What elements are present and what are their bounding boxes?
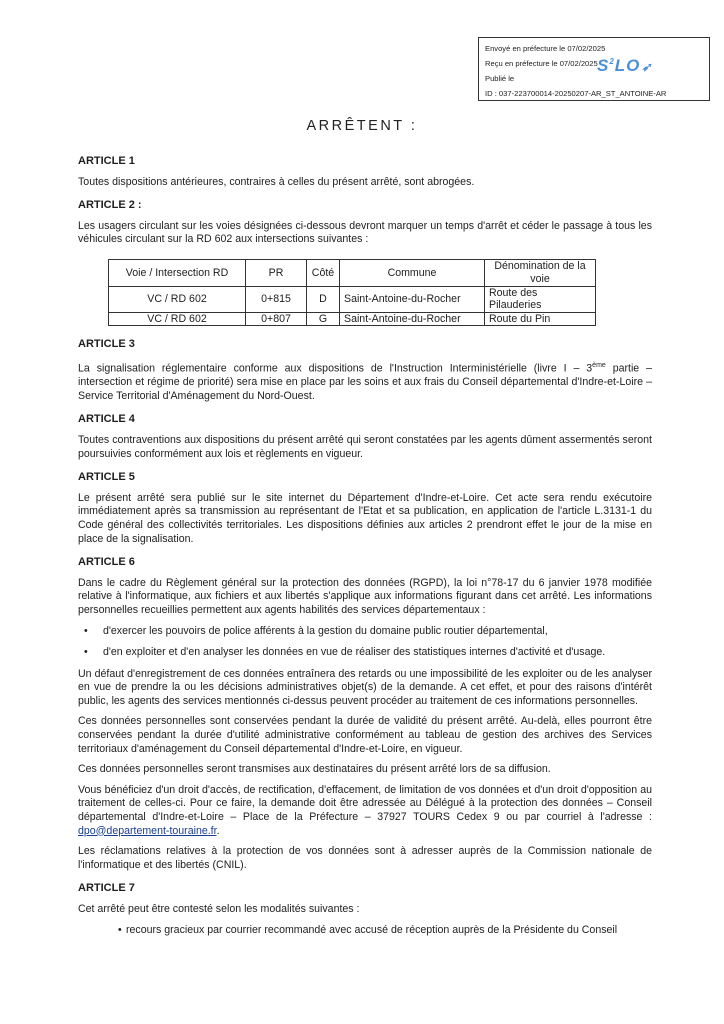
article-text: Dans le cadre du Règlement général sur la protection des données (RGPD), la loi n°78-17 du 6 janvier 1978 modifiée relative à l'informatique, aux fichiers et aux libertés s'applique aux informations figurant dans cet arrêté. Les informations personnelles recueillies permettent aux agents habilités des services départementaux :: [78, 576, 652, 616]
cell: Saint-Antoine-du-Rocher: [340, 286, 485, 312]
article-text: [78, 359, 652, 403]
col-voie: Voie / Intersection RD: [109, 259, 246, 286]
prefecture-stamp: [478, 37, 710, 101]
article-heading: ARTICLE 4: [78, 413, 135, 426]
col-pr: PR: [246, 259, 307, 286]
article-text: Ces données personnelles seront transmises aux destinataires du présent arrêté lors de sa diffusion.: [78, 763, 551, 776]
list-item-text: d'exercer les pouvoirs de police afférents à la gestion du domaine public routier départemental,: [103, 624, 548, 637]
list-item: [78, 646, 652, 660]
article-heading: ARTICLE 6: [78, 556, 135, 569]
article-heading: ARTICLE 3: [78, 338, 135, 351]
s2lo-logo: [597, 54, 652, 75]
intersection-table: [108, 259, 596, 327]
article-heading: ARTICLE 5: [78, 471, 135, 484]
bullet-list: [78, 625, 652, 660]
col-commune: Commune: [340, 259, 485, 286]
article-5: [78, 471, 652, 546]
article-heading: ARTICLE 7: [78, 882, 135, 895]
logo-s: S: [597, 56, 610, 75]
list-item-text: d'en exploiter et d'en analyser les données en vue de réaliser des statistiques internes d'activité et d'usage.: [103, 646, 606, 659]
article-text: Toutes dispositions antérieures, contraires à celles du présent arrêté, sont abrogées.: [78, 175, 475, 188]
stamp-id: ID : 037-223700014-20250207-AR_ST_ANTOINE-AR: [485, 89, 667, 98]
bullet-icon: •: [118, 923, 122, 936]
cell: Saint-Antoine-du-Rocher: [340, 312, 485, 326]
document-body: [78, 155, 652, 947]
text-part: Vous bénéficiez d'un droit d'accès, de rectification, d'effacement, de limitation de vos données et d'un droit d'opposition au traitement de celles-ci. Pour ce faire, la demande doit être adressée au Délégué à la protection des données – Conseil départemental d'Indre-et-Loire – Place de la Préfecture – 37927 TOURS Cedex 9 ou par courriel à l'adresse :: [78, 783, 652, 824]
cell: VC / RD 602: [109, 286, 246, 312]
dpo-email-link[interactable]: dpo@departement-touraine.fr: [78, 824, 217, 837]
article-text: Cet arrêté peut être contesté selon les modalités suivantes :: [78, 903, 360, 915]
list-item-text: recours gracieux par courrier recommandé avec accusé de réception auprès de la Présidente du Conseil: [126, 923, 618, 936]
bullet-list: [78, 924, 652, 938]
article-text: [78, 784, 652, 838]
article-text: Le présent arrêté sera publié sur le site internet du Département d'Indre-et-Loire. Cet acte sera rendu exécutoire immédiatement après sa transmission au représentant de l'Etat et sa publication, en application de l'article L.3131-1 du Code général des collectivités territoriales. Les dispositions définies aux articles 2 prendront effet le jour de la mise en place de la signalisation.: [78, 491, 652, 545]
bullet-icon: •: [84, 646, 88, 659]
cell: VC / RD 602: [109, 312, 246, 326]
page-title: ARRÊTENT :: [306, 118, 418, 134]
col-denomination: Dénomination de la voie: [485, 259, 596, 286]
list-item: [78, 924, 652, 938]
list-item: [78, 625, 652, 639]
article-text: Toutes contraventions aux dispositions du présent arrêté qui seront constatées par les agents dûment assermentés seront poursuivies conformément aux lois et règlements en vigueur.: [78, 433, 652, 460]
col-cote: Côté: [307, 259, 340, 286]
article-text: Ces données personnelles sont conservées pendant la durée de validité du présent arrêté. Au-delà, elles pourront être conservées pendant la durée d'utilité administrative conformément au tableau de gestion des archives des Services territoriaux d'aménagement du Conseil départemental d'Indre-et-Loire, en vigueur.: [78, 715, 652, 755]
article-heading: ARTICLE 1: [78, 155, 135, 167]
article-7: [78, 882, 652, 937]
article-text: Un défaut d'enregistrement de ces données entraînera des retards ou une impossibilité de les exploiter ou de les analyser en vue de prendre la ou les décisions administratives objet(s) de la demande. A cet effet, et pour des raisons d'intérêt public, les agents des services mentionnés ci-dessus peuvent procéder au traitement de ces informations personnelles.: [78, 667, 652, 707]
text-part: La signalisation réglementaire conforme aux dispositions de l'Instruction Interministérielle (livre I – 3: [78, 362, 593, 375]
article-heading: ARTICLE 2 :: [78, 199, 142, 212]
cell: 0+807: [246, 312, 307, 326]
article-text: Les réclamations relatives à la protection de vos données sont à adresser auprès de la Commission nationale de l'informatique et des libertés (CNIL).: [78, 845, 652, 871]
article-6: [78, 556, 652, 872]
stamp-published: Publié le: [485, 74, 515, 83]
stamp-received: Reçu en préfecture le 07/02/2025: [485, 59, 598, 68]
cell: Route des Pilauderies: [485, 286, 596, 312]
cell: Route du Pin: [485, 312, 596, 326]
cell: G: [307, 312, 340, 326]
logo-lo: LO: [614, 56, 641, 75]
article-text: Les usagers circulant sur les voies désignées ci-dessous devront marquer un temps d'arrêt et céder le passage à tous les véhicules circulant sur la RD 602 aux intersections suivantes :: [78, 219, 652, 246]
text-part: .: [216, 824, 220, 837]
table-row: [109, 286, 596, 312]
text-part: partie – intersection et régime de priorité) sera mise en place par les soins et aux frais du Conseil départemental d'Indre-et-Loire – Service Territorial d'Aménagement du Nord-Ouest.: [78, 362, 653, 402]
article-4: [78, 413, 652, 461]
table-row: [109, 312, 596, 326]
article-2: [78, 199, 652, 326]
bullet-icon: •: [84, 624, 88, 637]
stamp-sent: Envoyé en préfecture le 07/02/2025: [485, 44, 606, 53]
article-1: [78, 155, 652, 189]
logo-sup: 2: [609, 57, 615, 66]
superscript: ème: [592, 362, 606, 370]
article-3: [78, 338, 652, 403]
cell: 0+815: [246, 286, 307, 312]
cell: D: [307, 286, 340, 312]
table-header-row: [109, 259, 596, 286]
paper-plane-icon: ➶: [641, 60, 653, 74]
